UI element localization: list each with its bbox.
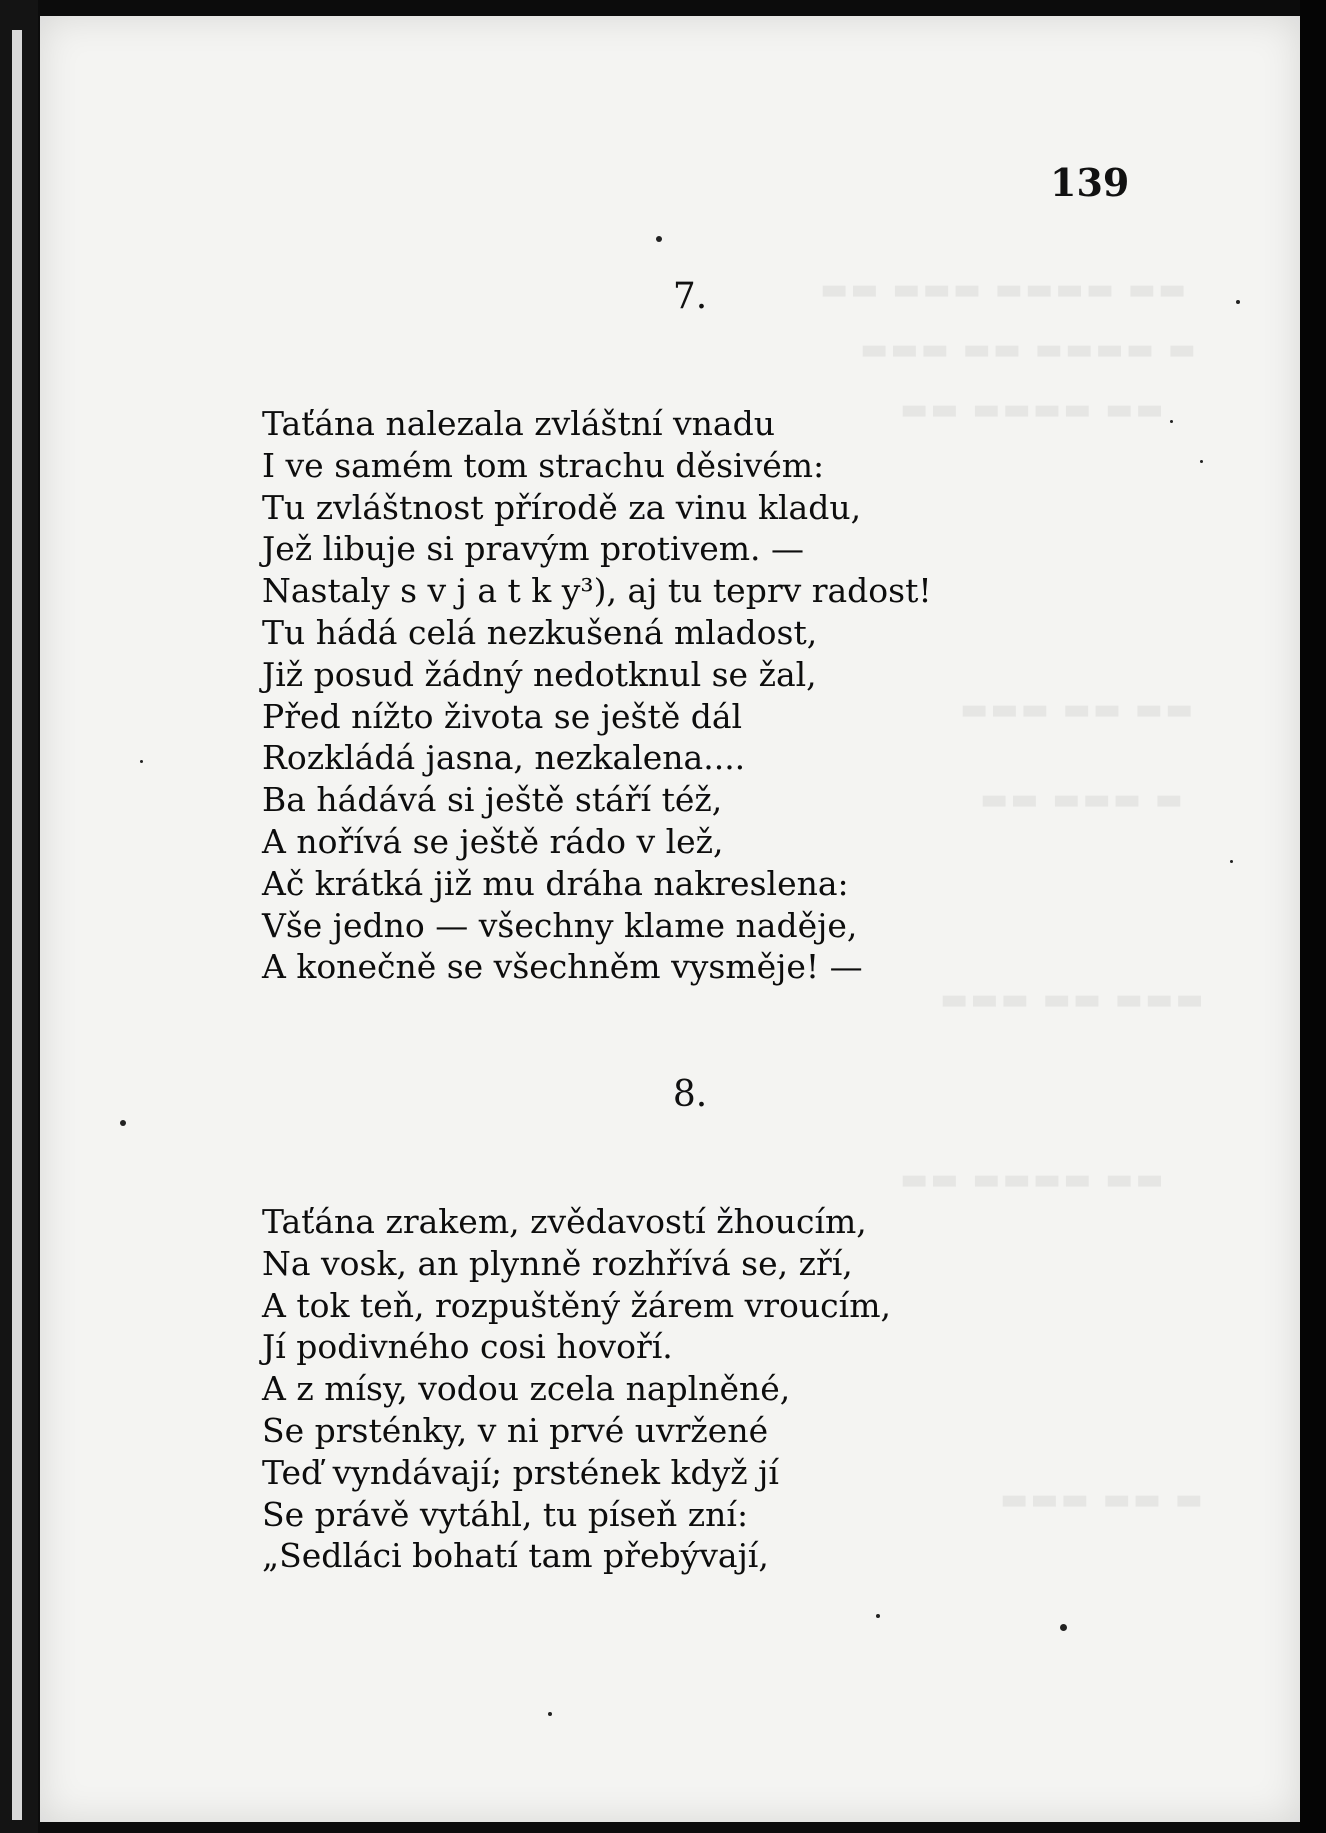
bleed-through-texture: ▬▬ ▬▬▬▬ ▬▬: [900, 1162, 1166, 1197]
verse-line: Ač krátká již mu dráha nakreslena:: [262, 863, 849, 903]
verse-line: Před nížto života se ještě dál: [262, 696, 743, 736]
section-number: 8.: [672, 1074, 708, 1115]
bleed-through-texture: ▬▬ ▬▬▬ ▬: [980, 782, 1186, 817]
scan-speck: [1236, 300, 1240, 304]
verse-line: A nořívá se ještě rádo v lež,: [262, 821, 724, 861]
verse-line: Nastaly s v j a t k y³), aj tu teprv radost!: [262, 571, 932, 611]
verse-line: Vše jedno — všechny klame naděje,: [262, 905, 858, 945]
scan-speck: [140, 760, 143, 763]
verse-line: A tok teň, rozpuštěný žárem vroucím,: [262, 1285, 891, 1325]
verse-line: I ve samém tom strachu děsivém:: [262, 445, 825, 485]
verse-line: Již posud žádný nedotknul se žal,: [262, 654, 817, 694]
stanza: [262, 403, 1162, 988]
page-number: 139: [1050, 160, 1130, 205]
bleed-through-texture: ▬▬▬ ▬▬ ▬▬▬▬ ▬: [860, 332, 1199, 367]
left-page-sliver: [12, 30, 22, 1820]
scan-speck: [876, 1614, 880, 1618]
right-page-edge: [1300, 0, 1326, 1833]
scan-speck: [1230, 860, 1233, 863]
verse-line: A z mísy, vodou zcela naplněné,: [262, 1369, 791, 1409]
scan-speck: [1170, 420, 1173, 423]
scan-speck: [548, 1712, 552, 1716]
verse-line: Na vosk, an plynně rozhřívá se, zří,: [262, 1243, 853, 1283]
verse-line: Rozkládá jasna, nezkalena....: [262, 738, 746, 778]
verse-line: Ba hádává si ještě stáří též,: [262, 780, 723, 820]
bleed-through-texture: ▬▬ ▬▬▬▬ ▬▬: [900, 392, 1166, 427]
scan-speck: [1200, 460, 1203, 463]
bleed-through-texture: ▬▬ ▬▬▬ ▬▬▬▬ ▬▬: [820, 272, 1189, 307]
scan-speck: [1060, 1624, 1067, 1631]
verse-line: A konečně se všechněm vysměje! —: [262, 947, 863, 987]
verse-line: Se právě vytáhl, tu píseň zní:: [262, 1494, 749, 1534]
verse-line: Jí podivného cosi hovoří.: [262, 1327, 673, 1367]
verse-line: Taťána zrakem, zvědavostí žhoucím,: [262, 1202, 867, 1241]
verse-line: Tu hádá celá nezkušená mladost,: [262, 612, 818, 652]
verse-line: „Sedláci bohatí tam přebývají,: [262, 1536, 769, 1576]
bleed-through-texture: ▬▬▬ ▬▬ ▬▬▬: [940, 982, 1206, 1017]
section-number: 7.: [672, 276, 708, 317]
stanza: [262, 1201, 1162, 1577]
verse-line: Se prsténky, v ni prvé uvržené: [262, 1410, 769, 1450]
verse-line: Tu zvláštnost přírodě za vinu kladu,: [262, 487, 862, 527]
scan-speck: [120, 1120, 126, 1126]
scan-speck: [656, 236, 662, 242]
verse-line: Taťána nalezala zvláštní vnadu: [262, 404, 775, 443]
verse-line: Teď vyndávají; prstének když jí: [262, 1452, 779, 1492]
verse-line: Jež libuje si pravým protivem. —: [262, 529, 805, 569]
bleed-through-texture: ▬▬▬ ▬▬ ▬: [1000, 1482, 1206, 1517]
bleed-through-texture: ▬▬▬ ▬▬ ▬▬: [960, 692, 1196, 727]
